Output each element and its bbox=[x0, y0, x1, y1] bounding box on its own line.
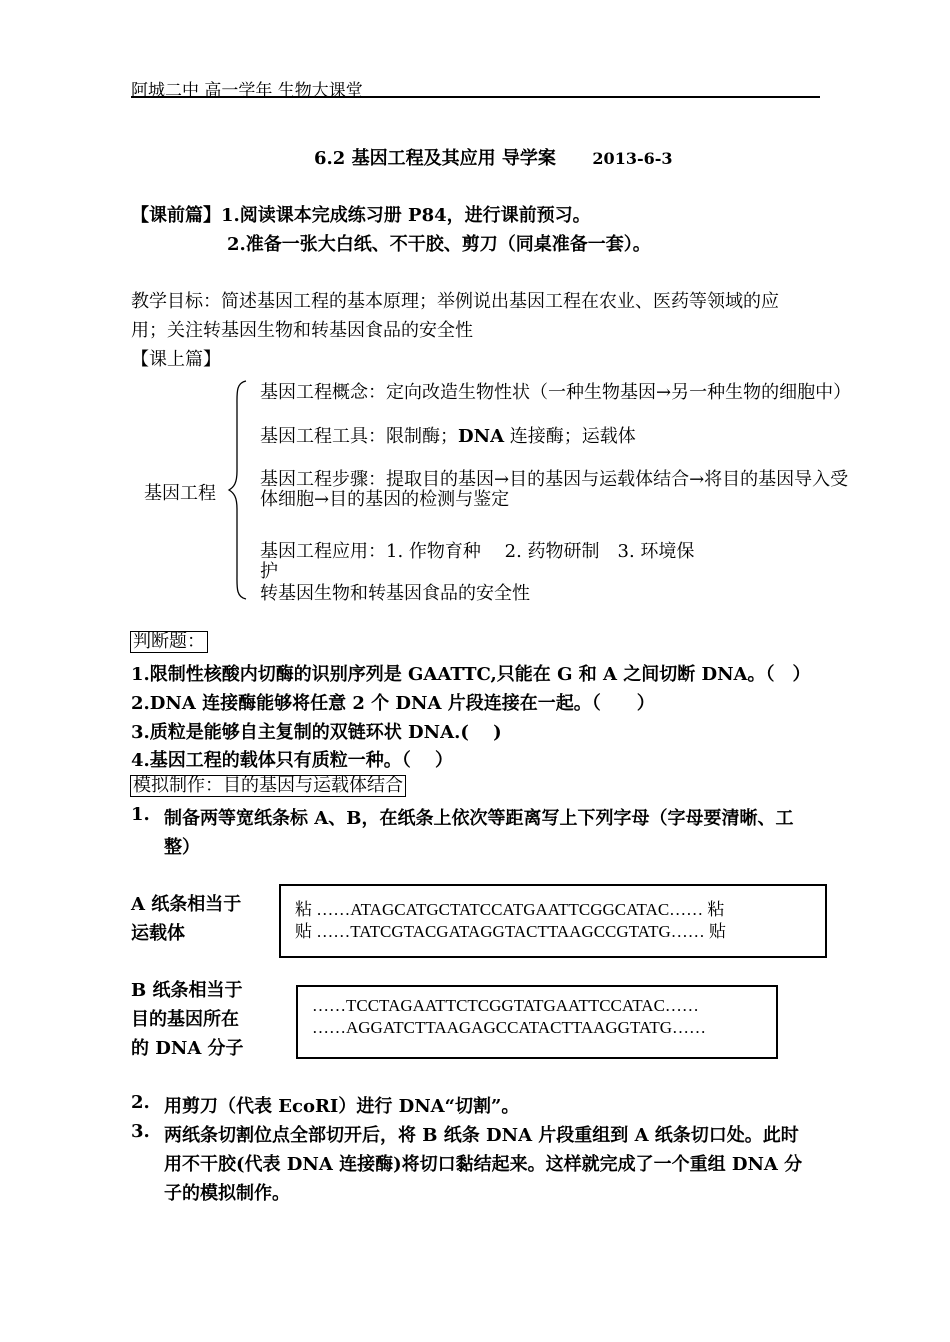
pre-class-item1: 1.阅读课本完成练习册 P84，进行课前预习。 bbox=[221, 205, 591, 226]
page-header: 阿城二中 高一学年 生物大课堂 bbox=[131, 81, 363, 101]
concept-tools-suffix: 连接酶；运载体 bbox=[504, 426, 636, 447]
strip-b-label-line1: B 纸条相当于 bbox=[131, 980, 243, 1001]
step1-line2: 整） bbox=[164, 837, 200, 858]
judge-q1: 1.限制性核酸内切酶的识别序列是 GAATTC,只能在 G 和 A 之间切断 DNA。（ ） bbox=[131, 664, 811, 685]
step1-number: 1. bbox=[131, 804, 150, 825]
concept-tools-dna: DNA bbox=[458, 426, 505, 447]
teaching-goals-line2: 用；关注转基因生物和转基因食品的安全性 bbox=[131, 320, 473, 341]
title-date: 2013-6-3 bbox=[592, 149, 673, 168]
pre-class-label: 【课前篇】 bbox=[131, 205, 221, 226]
concept-map-root: 基因工程 bbox=[144, 483, 216, 504]
step1-line1: 制备两等宽纸条标 A、B，在纸条上依次等距离写上下列字母（字母要清晰、工 bbox=[164, 808, 794, 829]
strip-a-label-line1: A 纸条相当于 bbox=[131, 894, 242, 915]
concept-tools-prefix: 基因工程工具：限制酶； bbox=[260, 426, 458, 447]
simulation-label: 模拟制作：目的基因与运载体结合 bbox=[130, 775, 406, 797]
judge-q2: 2.DNA 连接酶能够将任意 2 个 DNA 片段连接在一起。（ ） bbox=[131, 693, 655, 714]
in-class-label: 【课上篇】 bbox=[131, 349, 221, 370]
concept-steps-line1: 基因工程步骤：提取目的基因→目的基因与运载体结合→将目的基因导入受 bbox=[260, 469, 849, 490]
concept-steps-line2: 体细胞→目的基因的检测与鉴定 bbox=[260, 489, 510, 510]
strip-a-top-sequence: 粘 ……ATAGCATGCTATCCATGAATTCGGCATAC…… 粘 bbox=[295, 900, 725, 919]
strip-a-label-line2: 运载体 bbox=[131, 923, 185, 944]
teaching-goals-line1: 教学目标：简述基因工程的基本原理；举例说出基因工程在农业、医药等领域的应 bbox=[131, 291, 779, 312]
concept-applications: 基因工程应用：1. 作物育种 2. 药物研制 3. 环境保 bbox=[260, 541, 695, 562]
strip-b-label-line2: 目的基因所在 bbox=[131, 1009, 239, 1030]
concept-applications-line2: 护 bbox=[260, 561, 278, 582]
step3-line1: 两纸条切割位点全部切开后，将 B 纸条 DNA 片段重组到 A 纸条切口处。此时 bbox=[164, 1125, 799, 1146]
strip-a-box bbox=[279, 884, 827, 958]
strip-b-bottom-sequence: ……AGGATCTTAAGAGCCATACTTAAGGTATG…… bbox=[312, 1018, 707, 1037]
strip-b-top-sequence: ……TCCTAGAATTCTCGGTATGAATTCCATAC…… bbox=[312, 996, 699, 1015]
concept-definition: 基因工程概念：定向改造生物性状（一种生物基因→另一种生物的细胞中） bbox=[260, 382, 852, 403]
strip-b-box bbox=[296, 985, 778, 1059]
step2-number: 2. bbox=[131, 1092, 150, 1113]
strip-a-bottom-sequence: 贴 ……TATCGTACGATAGGTACTTAAGCCGTATG…… 贴 bbox=[295, 922, 726, 941]
step3-line3: 子的模拟制作。 bbox=[164, 1183, 290, 1204]
judge-q4: 4.基因工程的载体只有质粒一种。（ ） bbox=[131, 750, 454, 771]
page-title bbox=[314, 144, 673, 170]
pre-class-line1 bbox=[131, 201, 591, 227]
header-divider bbox=[131, 96, 820, 98]
concept-tools bbox=[260, 422, 636, 448]
judge-label: 判断题： bbox=[130, 631, 208, 653]
pre-class-item2: 2.准备一张大白纸、不干胶、剪刀（同桌准备一套）。 bbox=[227, 234, 651, 255]
title-main: 6.2 基因工程及其应用 导学案 bbox=[314, 148, 556, 169]
strip-b-label-line3: 的 DNA 分子 bbox=[131, 1038, 244, 1059]
step3-line2: 用不干胶(代表 DNA 连接酶)将切口黏结起来。这样就完成了一个重组 DNA 分 bbox=[164, 1154, 803, 1175]
step2-text: 用剪刀（代表 EcoRI）进行 DNA“切割”。 bbox=[164, 1096, 520, 1117]
brace-icon bbox=[226, 379, 250, 601]
step3-number: 3. bbox=[131, 1121, 150, 1142]
judge-q3: 3.质粒是能够自主复制的双链环状 DNA.( ) bbox=[131, 722, 502, 743]
concept-safety: 转基因生物和转基因食品的安全性 bbox=[260, 583, 530, 604]
